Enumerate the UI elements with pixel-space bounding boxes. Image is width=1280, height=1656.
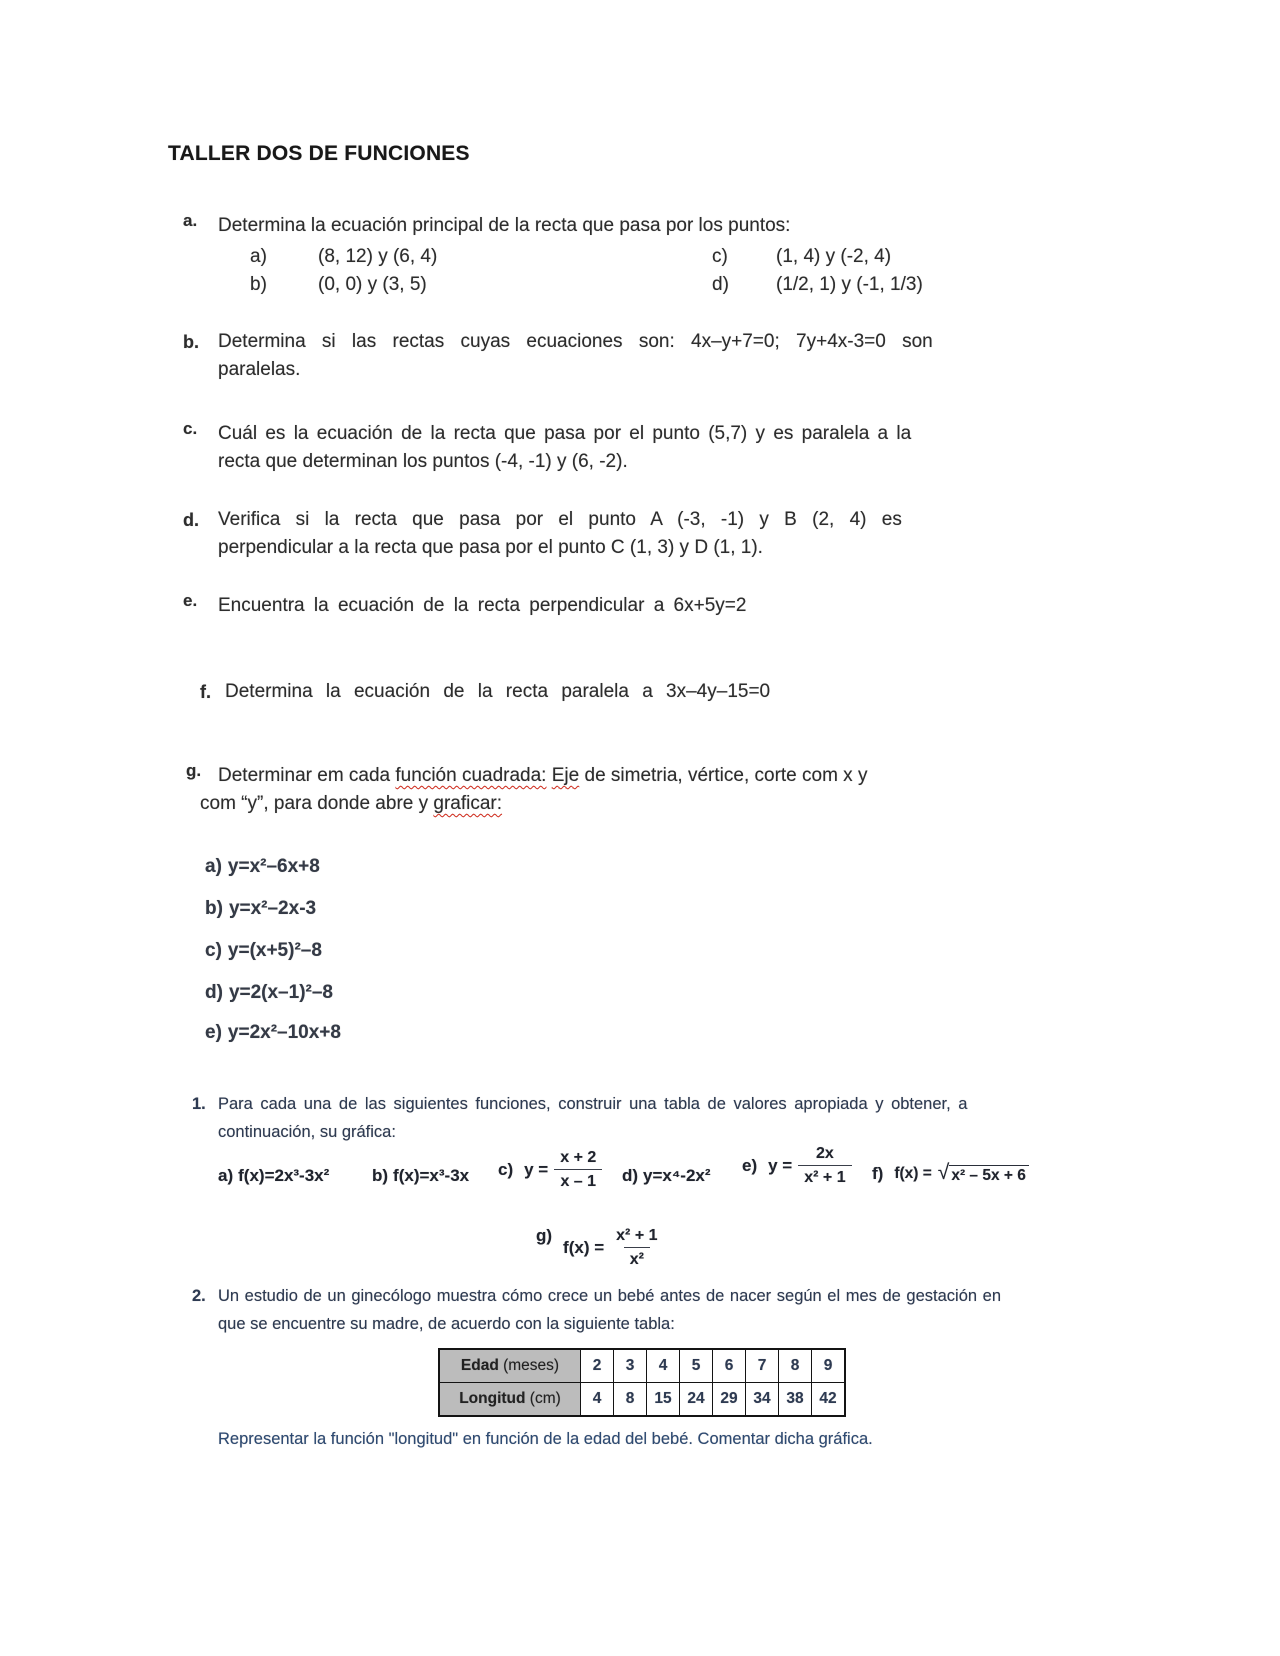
function-label: a) — [218, 1166, 234, 1185]
option-value: (1/2, 1) y (-1, 1/3) — [776, 274, 923, 295]
table-cell: 4 — [647, 1349, 680, 1383]
exercise-g-line1 — [218, 762, 1021, 790]
points-row-1 — [0, 246, 1280, 274]
text-segment: Determinar em cada — [218, 765, 396, 786]
table-cell: 5 — [680, 1349, 713, 1383]
option-value: (8, 12) y (6, 4) — [318, 246, 438, 267]
quadratic-label: d) — [205, 982, 223, 1003]
quadratic-formula: y=x²–2x-3 — [228, 898, 317, 919]
table-cell: 34 — [746, 1383, 779, 1417]
numbered-item-1-line: Para cada una de las siguientes funciones, construir una tabla de valores apropiada y obtener, a — [218, 1095, 968, 1113]
quadratic-formula: y=2(x–1)²–8 — [228, 982, 333, 1003]
numbered-item-1-label: 1. — [192, 1095, 206, 1113]
function-formula: f(x)=2x³-3x² — [238, 1166, 330, 1185]
exercise-b-label: b. — [183, 332, 199, 352]
row-header-edad — [439, 1349, 581, 1383]
exercise-d — [183, 506, 1018, 562]
exercise-c-line: recta que determinan los puntos (-4, -1) y (6, -2). — [218, 451, 628, 472]
numbered-item-2-label: 2. — [192, 1287, 206, 1305]
function-lead: f(x) = — [563, 1237, 605, 1257]
function-label: g) — [536, 1226, 553, 1245]
quadratic-formula: y=2x²–10x+8 — [227, 1022, 341, 1043]
function-f — [872, 1160, 1029, 1184]
numbered-item-1 — [192, 1090, 1022, 1146]
fraction-numerator: x + 2 — [560, 1149, 597, 1166]
exercise-d-line: perpendicular a la recta que pasa por el punto C (1, 3) y D (1, 1). — [218, 537, 763, 558]
function-label: e) — [742, 1155, 758, 1175]
table-cell: 7 — [746, 1349, 779, 1383]
exercise-g — [186, 762, 1021, 818]
row-header-bold: Longitud — [459, 1390, 526, 1407]
quadratic-item-d — [205, 982, 333, 1004]
misspelled-word: Eje — [551, 765, 580, 786]
page-title: TALLER DOS DE FUNCIONES — [168, 142, 470, 165]
quadratic-item-a — [205, 856, 320, 878]
table-row-edad — [439, 1349, 845, 1383]
option-label: b) — [250, 274, 267, 295]
row-header-longitud — [439, 1383, 581, 1417]
table-cell: 15 — [647, 1383, 680, 1417]
misspelled-phrase: función cuadrada: — [395, 765, 547, 786]
exercise-b — [183, 328, 1018, 384]
function-label: f) — [872, 1164, 884, 1183]
function-formula: f(x)=x³-3x — [393, 1166, 470, 1185]
fraction-denominator: x² + 1 — [798, 1165, 851, 1187]
quadratic-label: c) — [205, 940, 222, 961]
exercise-g-label: g. — [186, 761, 202, 780]
option-value: (0, 0) y (3, 5) — [318, 274, 427, 295]
fraction-numerator: 2x — [816, 1145, 834, 1162]
text-segment: de simetria, vértice, corte com x y — [579, 765, 868, 786]
function-formula: y=x⁴-2x² — [643, 1166, 711, 1185]
quadratic-label: e) — [205, 1022, 222, 1043]
footer-instruction: Representar la función "longitud" en función de la edad del bebé. Comentar dicha gráfica. — [218, 1430, 873, 1448]
fraction — [554, 1148, 602, 1191]
option-label: a) — [250, 246, 267, 267]
function-label: c) — [498, 1159, 514, 1179]
row-header-rest: (meses) — [498, 1357, 560, 1374]
table-cell: 4 — [581, 1383, 614, 1417]
misspelled-word: graficar: — [433, 793, 503, 814]
exercise-f — [200, 678, 1035, 706]
function-lead: y = — [768, 1155, 793, 1175]
numbered-item-2 — [192, 1282, 1022, 1338]
quadratic-item-e — [205, 1022, 341, 1044]
exercise-g-line2 — [200, 790, 1021, 818]
function-lead: f(x) = — [894, 1165, 932, 1182]
numbered-item-1-line: continuación, su gráfica: — [218, 1123, 396, 1141]
table-cell: 2 — [581, 1349, 614, 1383]
table-cell: 9 — [812, 1349, 846, 1383]
exercise-f-label: f. — [200, 682, 211, 702]
radicand: x² – 5x + 6 — [949, 1165, 1029, 1184]
quadratic-label: a) — [205, 856, 222, 877]
function-lead: y = — [524, 1159, 549, 1179]
function-e — [742, 1144, 852, 1187]
numbered-item-2-line: Un estudio de un ginecólogo muestra cómo crece un bebé antes de nacer según el mes de gestación en — [218, 1287, 1001, 1305]
function-b — [372, 1166, 469, 1186]
option-label: c) — [712, 246, 728, 267]
row-header-rest: (cm) — [525, 1390, 561, 1407]
table-cell: 8 — [614, 1383, 647, 1417]
option-label: d) — [712, 274, 729, 295]
points-row-2 — [0, 274, 1280, 302]
exercise-a — [183, 212, 1018, 240]
exercise-d-label: d. — [183, 510, 199, 530]
row-header-bold: Edad — [460, 1357, 499, 1374]
table-cell: 42 — [812, 1383, 846, 1417]
exercise-c-label: c. — [183, 419, 198, 438]
exercise-e — [183, 592, 1018, 620]
table-cell: 6 — [713, 1349, 746, 1383]
table-row-longitud — [439, 1383, 845, 1417]
function-label: b) — [372, 1166, 389, 1185]
exercise-c — [183, 420, 1018, 476]
fraction-denominator: x – 1 — [554, 1169, 602, 1191]
exercise-a-label: a. — [183, 211, 198, 230]
square-root-expression — [937, 1160, 1029, 1184]
function-a — [218, 1166, 329, 1186]
exercise-b-line: paralelas. — [218, 359, 301, 380]
table-cell: 29 — [713, 1383, 746, 1417]
fraction — [610, 1226, 663, 1269]
quadratic-item-c — [205, 940, 322, 962]
table-cell: 3 — [614, 1349, 647, 1383]
exercise-e-line: Encuentra la ecuación de la recta perpendicular a 6x+5y=2 — [218, 595, 747, 616]
function-g — [536, 1226, 664, 1269]
option-value: (1, 4) y (-2, 4) — [776, 246, 892, 267]
exercise-b-line: Determina si las rectas cuyas ecuaciones son: 4x–y+7=0; 7y+4x-3=0 son — [218, 331, 933, 352]
numbered-item-2-line: que se encuentre su madre, de acuerdo con la siguiente tabla: — [218, 1315, 675, 1333]
quadratic-formula: y=(x+5)²–8 — [227, 940, 322, 961]
exercise-f-line: Determina la ecuación de la recta paralela a 3x–4y–15=0 — [225, 681, 771, 702]
function-c — [498, 1148, 602, 1191]
fraction — [798, 1144, 851, 1187]
quadratic-item-b — [205, 898, 316, 920]
fraction-numerator: x² + 1 — [616, 1227, 658, 1244]
exercise-a-text: Determina la ecuación principal de la recta que pasa por los puntos: — [218, 215, 791, 236]
quadratic-label: b) — [205, 898, 223, 919]
function-d — [622, 1166, 711, 1186]
table-cell: 8 — [779, 1349, 812, 1383]
exercise-c-line: Cuál es la ecuación de la recta que pasa por el punto (5,7) y es paralela a la — [218, 423, 912, 444]
table-cell: 38 — [779, 1383, 812, 1417]
exercise-d-line: Verifica si la recta que pasa por el punto A (-3, -1) y B (2, 4) es — [218, 509, 902, 530]
table-cell: 24 — [680, 1383, 713, 1417]
text-segment: com “y”, para donde abre y — [200, 793, 434, 814]
radical-sign: √ — [937, 1160, 950, 1184]
exercise-e-label: e. — [183, 591, 198, 610]
fraction-denominator: x² — [624, 1247, 650, 1269]
function-label: d) — [622, 1166, 639, 1185]
gestation-table — [438, 1348, 846, 1417]
quadratic-formula: y=x²–6x+8 — [227, 856, 320, 877]
